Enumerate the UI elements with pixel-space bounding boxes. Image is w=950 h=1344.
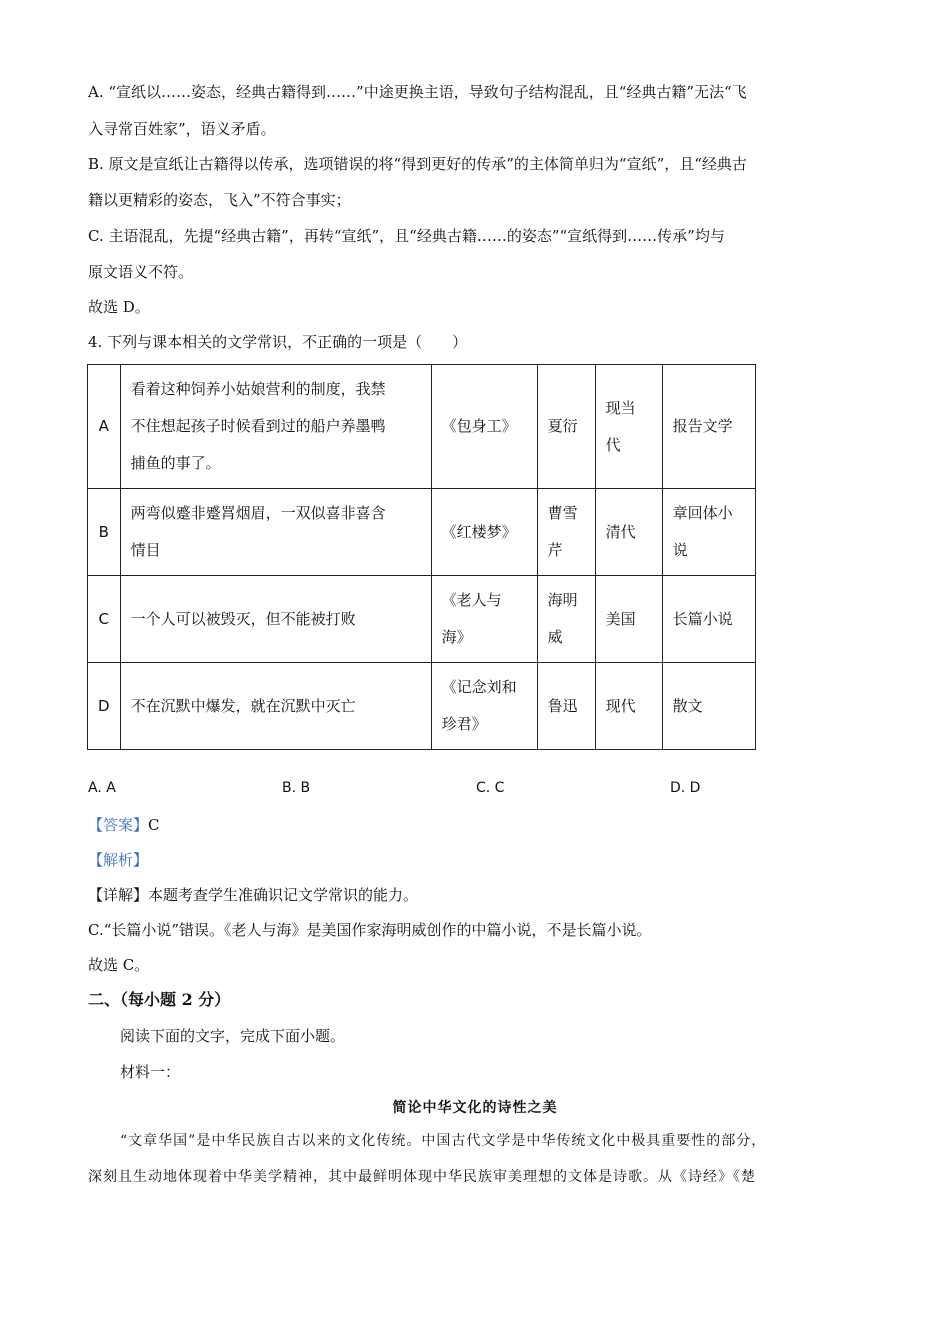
table-cell-quote-line: 不住想起孩子时候看到过的船户养墨鸭 [130, 417, 386, 435]
table-cell-quote [120, 663, 431, 750]
answer-line [88, 815, 160, 835]
table-cell-quote-line: 情目 [130, 541, 161, 559]
table-cell-author-line: 鲁迅 [547, 696, 578, 715]
article-paragraph-line: “文章华国”是中华民族自古以来的文化传统。中国古代文学是中华传统文化中极具重要性的部分， [120, 1133, 767, 1149]
table-cell-author-line: 夏衍 [547, 417, 578, 435]
table-cell-work-line: 《红楼梦》 [441, 522, 517, 541]
table-cell-genre [662, 663, 755, 750]
table-cell-quote [120, 576, 431, 663]
choice-a[interactable]: A. A [88, 780, 116, 796]
table-cell-author-line: 芹 [547, 541, 563, 559]
table-cell-quote [120, 489, 431, 576]
table-cell-author-line: 威 [547, 628, 563, 646]
text-line: 故选 D。 [88, 298, 150, 316]
article-title: 简论中华文化的诗性之美 [392, 1100, 558, 1116]
table-cell-author [537, 576, 595, 663]
table-cell-genre-line: 散文 [672, 696, 703, 715]
table-cell-quote-line: 一个人可以被毁灭，但不能被打败 [130, 609, 356, 628]
detail-line: C.“长篇小说”错误。《老人与海》是美国作家海明威创作的中篇小说，不是长篇小说。 [88, 921, 652, 939]
table-cell-work [431, 489, 537, 576]
text-line: A. “宣纸以……姿态，经典古籍得到……”中途更换主语，导致句子结构混乱，且“经典古籍”无法“飞 [88, 83, 747, 101]
table-cell-quote [120, 365, 431, 489]
text-line: C. 主语混乱，先提“经典古籍”，再转“宣纸”，且“经典古籍……的姿态”“宣纸得到……传承”均与 [88, 227, 725, 245]
table-cell-era [595, 489, 662, 576]
table-cell-era-line: 现当 [605, 398, 636, 417]
table-cell-option: A [88, 365, 121, 489]
section-title: 二、（每小题 2 分） [88, 990, 231, 1009]
table-row [88, 489, 756, 576]
table-cell-author [537, 489, 595, 576]
table-cell-quote-line: 捕鱼的事了。 [130, 454, 221, 472]
table-cell-author-line: 海明 [547, 591, 578, 609]
analysis-tag: 【解析】 [88, 851, 149, 869]
table-cell-genre [662, 365, 755, 489]
table-row [88, 576, 756, 663]
choice-c[interactable]: C. C [476, 780, 505, 796]
table-cell-quote-line: 两弯似蹙非蹙罥烟眉，一双似喜非喜含 [130, 504, 386, 522]
table-cell-author [537, 365, 595, 489]
detail-line: 故选 C。 [88, 956, 150, 974]
table-cell-genre-line: 报告文学 [672, 417, 733, 435]
table-cell-era [595, 663, 662, 750]
table-cell-option: D [88, 663, 121, 750]
table-cell-work [431, 663, 537, 750]
table-cell-work [431, 576, 537, 663]
table-cell-quote-line: 不在沉默中爆发，就在沉默中灭亡 [130, 696, 356, 715]
table-cell-genre-line: 说 [672, 541, 688, 559]
table-cell-author-line: 曹雪 [547, 504, 578, 522]
answer-value: C [148, 816, 160, 834]
choice-b[interactable]: B. B [282, 780, 311, 796]
answer-tag: 【答案】 [88, 816, 149, 834]
table-row [88, 365, 756, 489]
table-cell-era-line: 现代 [605, 696, 636, 715]
answer-choices [88, 780, 868, 800]
table-cell-work-line: 《记念刘和 [441, 678, 517, 696]
table-cell-genre [662, 489, 755, 576]
material-label: 材料一： [120, 1063, 181, 1081]
table-cell-era [595, 576, 662, 663]
literature-table [87, 364, 756, 750]
table-cell-genre [662, 576, 755, 663]
table-cell-work-line: 海》 [441, 628, 472, 646]
article-paragraph-line: 深刻且生动地体现着中华美学精神，其中最鲜明体现中华民族审美理想的文体是诗歌。从《诗经》《楚 [88, 1169, 756, 1185]
table-cell-era-line: 清代 [605, 522, 636, 541]
table-cell-work-line: 《包身工》 [441, 417, 517, 435]
table-cell-option: C [88, 576, 121, 663]
table-cell-era [595, 365, 662, 489]
table-cell-work-line: 珍君》 [441, 715, 487, 733]
text-line: 原文语义不符。 [88, 263, 194, 281]
text-line: 入寻常百姓家”，语义矛盾。 [88, 120, 276, 138]
table-cell-era-line: 美国 [605, 609, 636, 628]
table-cell-era-line: 代 [605, 435, 621, 454]
question-4-stem: 4. 下列与课本相关的文学常识，不正确的一项是（ ） [88, 333, 468, 351]
table-cell-work-line: 《老人与 [441, 591, 502, 609]
table-cell-author [537, 663, 595, 750]
table-cell-work [431, 365, 537, 489]
instruction: 阅读下面的文字，完成下面小题。 [120, 1027, 346, 1045]
table-cell-genre-line: 章回体小 [672, 504, 733, 522]
text-line: 籍以更精彩的姿态，飞入”不符合事实； [88, 191, 351, 209]
text-line: B. 原文是宣纸让古籍得以传承，选项错误的将“得到更好的传承”的主体简单归为“宣纸”，且“经典古 [88, 155, 747, 173]
table-cell-option: B [88, 489, 121, 576]
table-cell-quote-line: 看着这种饲养小姑娘营利的制度，我禁 [130, 380, 386, 398]
table-cell-genre-line: 长篇小说 [672, 609, 733, 628]
table-row [88, 663, 756, 750]
detail-line: 【详解】本题考查学生准确识记文学常识的能力。 [88, 886, 419, 904]
choice-d[interactable]: D. D [670, 780, 701, 796]
